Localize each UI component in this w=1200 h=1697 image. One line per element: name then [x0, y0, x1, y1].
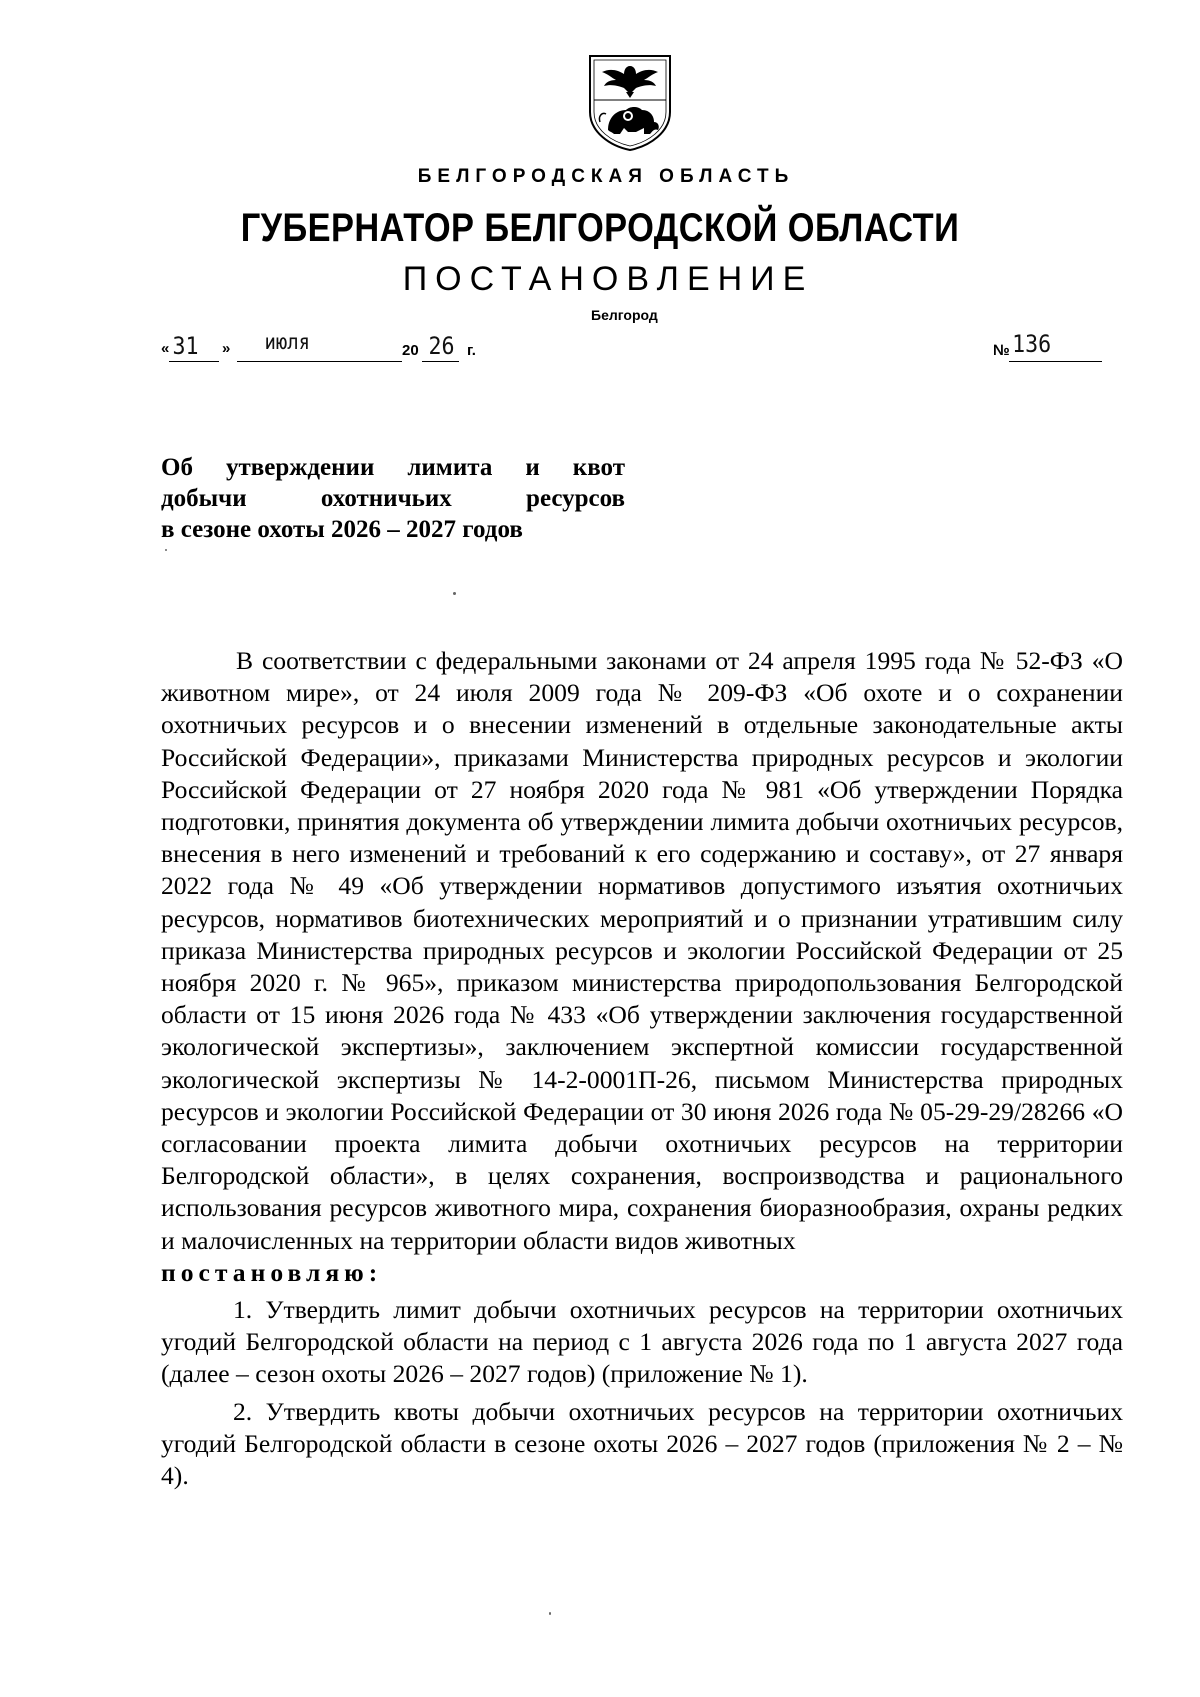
scan-speck: [549, 1612, 551, 1615]
date-year-abbr: г.: [467, 342, 476, 359]
document-body: [161, 645, 1123, 1492]
date-open-quote: «: [161, 340, 170, 357]
date-day-underline: [169, 361, 219, 362]
scan-speck: [165, 549, 167, 551]
decree-word-paragraph: [161, 1257, 1123, 1289]
preamble-paragraph: В соответствии с федеральными законами от 24 апреля 1995 года № 52-ФЗ «О животном мире», от 24 июля 2009 года № 209-ФЗ «Об охоте и о сохранении охотничьих ресурсов и о внесении изменений в отдельные законодательные акты Российской Федерации», приказами Министерства природных ресурсов и экологии Российской Федерации от 27 ноября 2020 года № 981 «Об утверждении Порядка подготовки, принятия документа об утверждении лимита добычи охотничьих ресурсов, внесения в него изменений и требований к его содержанию и составу», от 27 января 2022 года № 49 «Об утверждении нормативов допустимого изъятия охотничьих ресурсов, нормативов биотехнических мероприятий и о признании утратившим силу приказа Министерства природных ресурсов и экологии Российской Федерации от 25 ноября 2020 г. № 965», приказом министерства природопользования Белгородской области от 15 июня 2026 года № 433 «Об утверждении заключения государственной экологической экспертизы», заключением экспертной комиссии государственной экологической экспертизы № 14-2-0001П-26, письмом Министерства природных ресурсов и экологии Российской Федерации от 30 июня 2026 года № 05-29-29/28266 «О согласовании проекта лимита добычи охотничьих ресурсов на территории Белгородской области», в целях сохранения, воспроизводства и рационального использования ресурсов животного мира, сохранения биоразнообразия, охраны редких и малочисленных на территории области видов животных: [161, 646, 1123, 1255]
city-label: Белгород: [591, 307, 658, 323]
date-year-underline: [422, 361, 459, 362]
document-title: [161, 452, 625, 545]
number-sign: №: [993, 342, 1010, 359]
date-year-prefix: 20: [402, 342, 419, 359]
title-line-1: Об утверждении лимита и квот: [161, 454, 625, 481]
number-underline: [1009, 361, 1102, 362]
authority-heading: ГУБЕРНАТОР БЕЛГОРОДСКОЙ ОБЛАСТИ: [240, 206, 960, 250]
date-month-underline: [237, 361, 402, 362]
region-heading: БЕЛГОРОДСКАЯ ОБЛАСТЬ: [417, 166, 795, 187]
date-month: июля: [264, 330, 311, 354]
decree-word: постановляю:: [161, 1257, 383, 1287]
title-line-2: добычи охотничьих ресурсов: [161, 485, 625, 512]
date-close-quote: »: [222, 340, 231, 357]
item-1-paragraph: 1. Утвердить лимит добычи охотничьих ресурсов на территории охотничьих угодий Белгородской области на период с 1 августа 2026 года по 1 августа 2027 года (далее – сезон охоты 2026 – 2027 годов) (приложение № 1).: [161, 1295, 1123, 1389]
title-line-3: в сезоне охоты 2026 – 2027 годов: [161, 516, 523, 543]
date-year-suffix: 26: [428, 332, 455, 360]
coat-of-arms-icon: [584, 52, 676, 152]
item-2-paragraph: 2. Утвердить квоты добычи охотничьих ресурсов на территории охотничьих угодий Белгородской области в сезоне охоты 2026 – 2027 годов (приложения № 2 – № 4).: [161, 1396, 1123, 1491]
document-type-heading: ПОСТАНОВЛЕНИЕ: [402, 260, 814, 298]
date-day: 31: [172, 332, 199, 360]
number-value: 136: [1012, 330, 1052, 358]
scan-speck: [453, 592, 456, 595]
